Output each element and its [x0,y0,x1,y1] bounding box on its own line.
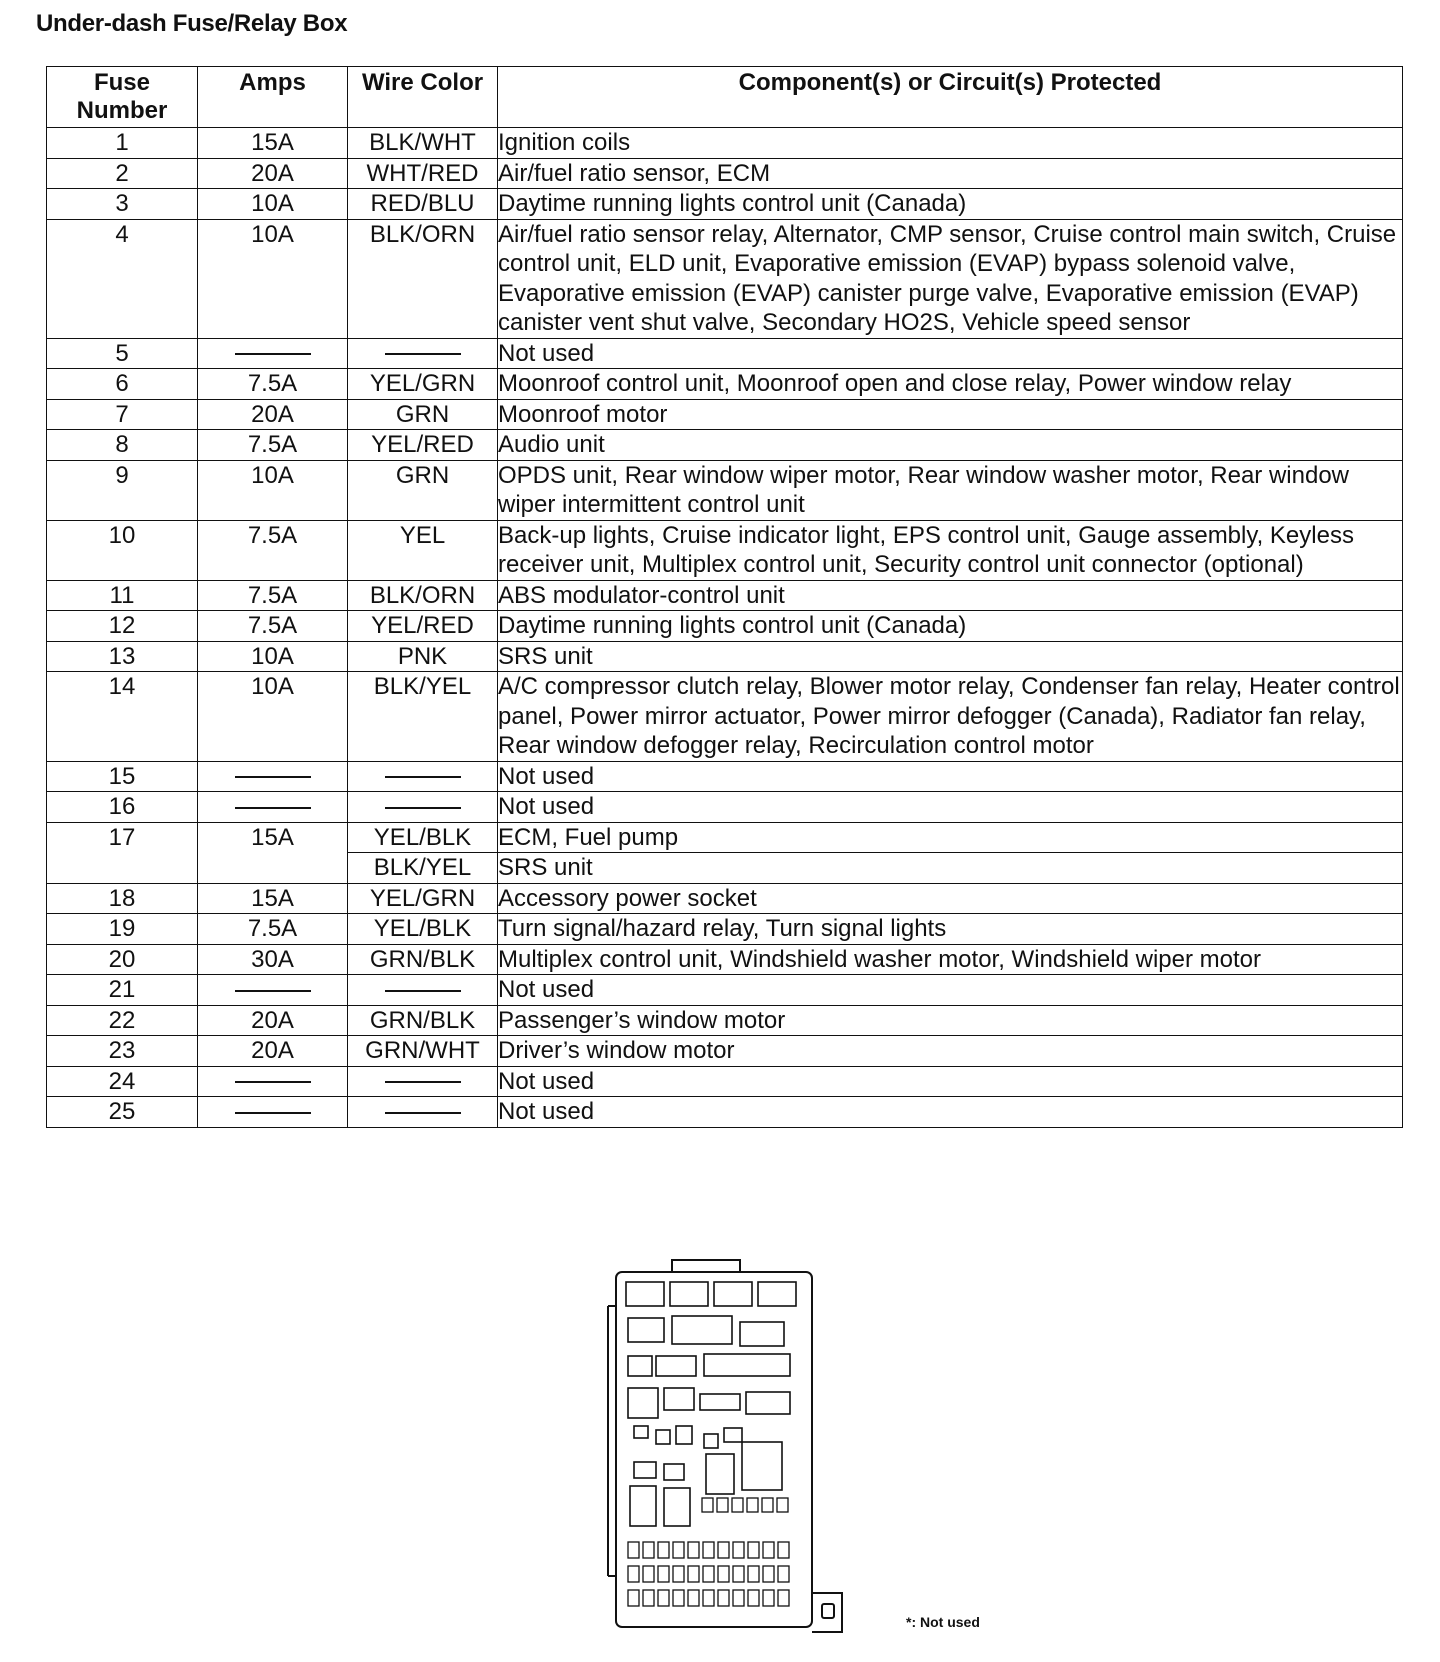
components-cell: Ignition coils [498,128,1403,159]
wire-color-cell [348,1066,498,1097]
mini-fuse-slot [733,1590,744,1606]
amps-cell: 30A [198,944,348,975]
wire-color-cell: PNK [348,641,498,672]
wire-color-cell: GRN [348,399,498,430]
fuse-number-cell: 23 [47,1036,198,1067]
fuse-table [46,66,1403,1128]
components-cell: Air/fuel ratio sensor relay, Alternator, CMP sensor, Cruise control main switch, Cruise control unit, ELD unit, Evaporative emission (EVAP) bypass solenoid valve, Evaporative emission (EVAP) canister purge valve, Evaporative emission (EVAP) canister vent shut valve, Secondary HO2S, Vehicle speed sensor [498,219,1403,338]
dash-not-applicable [385,1112,461,1114]
header-components: Component(s) or Circuit(s) Protected [498,67,1403,128]
components-cell: SRS unit [498,853,1403,884]
components-cell: Air/fuel ratio sensor, ECM [498,158,1403,189]
mini-fuse-slot [628,1590,639,1606]
fuse-number-cell: 3 [47,189,198,220]
mini-fuse-slot [628,1566,639,1582]
mini-fuse-slot [778,1566,789,1582]
wire-color-cell: YEL/BLK [348,822,498,853]
dash-not-applicable [235,807,311,809]
components-cell: Back-up lights, Cruise indicator light, EPS control unit, Gauge assembly, Keyless receiver unit, Multiplex control unit, Security control unit connector (optional) [498,520,1403,580]
components-cell: Not used [498,338,1403,369]
amps-cell: 10A [198,219,348,338]
amps-cell: 7.5A [198,520,348,580]
table-row [47,1097,1403,1128]
table-row [47,580,1403,611]
amps-cell: 20A [198,1036,348,1067]
mini-fuse-slot [747,1498,758,1512]
wire-color-cell: YEL/GRN [348,369,498,400]
amps-cell [198,1066,348,1097]
fuse-number-cell: 16 [47,792,198,823]
mini-fuse-slot [717,1498,728,1512]
mini-fuse-slot [673,1566,684,1582]
mini-fuse-slot [718,1590,729,1606]
amps-cell: 15A [198,128,348,159]
mini-fuse-slot [673,1590,684,1606]
components-cell: SRS unit [498,641,1403,672]
mini-fuse-slot [673,1542,684,1558]
fuse-number-cell: 20 [47,944,198,975]
dash-not-applicable [235,1081,311,1083]
fuse-number-cell: 21 [47,975,198,1006]
fuse-number-cell: 19 [47,914,198,945]
fuse-number-cell: 4 [47,219,198,338]
mini-fuse-slot [763,1566,774,1582]
fuse-number-cell: 2 [47,158,198,189]
mini-fuse-slot [658,1566,669,1582]
amps-cell: 7.5A [198,580,348,611]
mini-fuse-slot [703,1542,714,1558]
table-row [47,975,1403,1006]
table-header-row [47,67,1403,128]
components-cell: Daytime running lights control unit (Canada) [498,189,1403,220]
table-row [47,641,1403,672]
fuse-table-body [47,128,1403,1128]
amps-cell [198,1097,348,1128]
fuse-number-cell: 25 [47,1097,198,1128]
mini-fuse-slot [688,1566,699,1582]
components-cell: Not used [498,1097,1403,1128]
mini-fuse-slot [763,1590,774,1606]
components-cell: Not used [498,792,1403,823]
mini-fuse-slot [778,1590,789,1606]
wire-color-cell: WHT/RED [348,158,498,189]
table-row [47,158,1403,189]
table-row [47,219,1403,338]
mini-fuse-slot [748,1542,759,1558]
amps-cell: 7.5A [198,430,348,461]
table-row [47,128,1403,159]
fuse-number-cell: 7 [47,399,198,430]
fuse-number-cell: 17 [47,822,198,883]
dash-not-applicable [385,990,461,992]
table-row [47,460,1403,520]
components-cell: Not used [498,1066,1403,1097]
wire-color-cell: GRN/BLK [348,1005,498,1036]
wire-color-cell: YEL/RED [348,430,498,461]
wire-color-cell: YEL/RED [348,611,498,642]
amps-cell: 10A [198,641,348,672]
dash-not-applicable [235,353,311,355]
fuse-number-cell: 15 [47,761,198,792]
fuse-number-cell: 10 [47,520,198,580]
table-row [47,672,1403,762]
amps-cell [198,792,348,823]
table-row [47,338,1403,369]
mini-fuse-slot [703,1566,714,1582]
fuse-number-cell: 14 [47,672,198,762]
amps-cell: 7.5A [198,369,348,400]
mini-fuse-slot [762,1498,773,1512]
dash-not-applicable [235,990,311,992]
page-title: Under-dash Fuse/Relay Box [36,10,348,37]
wire-color-cell [348,338,498,369]
table-row [47,369,1403,400]
components-cell: A/C compressor clutch relay, Blower motor relay, Condenser fan relay, Heater control panel, Power mirror actuator, Power mirror defogger (Canada), Radiator fan relay, Rear window defogger relay, Recirculation control motor [498,672,1403,762]
components-cell: Not used [498,975,1403,1006]
dash-not-applicable [385,776,461,778]
mini-fuse-slot [748,1590,759,1606]
wire-color-cell [348,975,498,1006]
table-row [47,944,1403,975]
wire-color-cell: BLK/ORN [348,580,498,611]
amps-cell: 7.5A [198,914,348,945]
amps-cell [198,975,348,1006]
fuse-box-diagram [600,1256,880,1650]
dash-not-applicable [235,776,311,778]
wire-color-cell: YEL/GRN [348,883,498,914]
fuse-number-cell: 11 [47,580,198,611]
amps-cell: 20A [198,399,348,430]
fuse-number-cell: 18 [47,883,198,914]
dash-not-applicable [235,1112,311,1114]
amps-cell: 10A [198,189,348,220]
fuse-number-cell: 5 [47,338,198,369]
table-row [47,611,1403,642]
wire-color-cell: YEL/BLK [348,914,498,945]
components-cell: Moonroof motor [498,399,1403,430]
wire-color-cell: YEL [348,520,498,580]
table-row [47,883,1403,914]
amps-cell: 7.5A [198,611,348,642]
footnote: *: Not used [906,1614,980,1630]
amps-cell: 15A [198,883,348,914]
mini-fuse-slot [688,1542,699,1558]
fuse-number-cell: 1 [47,128,198,159]
dash-not-applicable [385,807,461,809]
components-cell: Not used [498,761,1403,792]
fuse-number-cell: 24 [47,1066,198,1097]
header-fuse-number: Fuse Number [47,67,198,128]
components-cell: ECM, Fuel pump [498,822,1403,853]
components-cell: Driver’s window motor [498,1036,1403,1067]
wire-color-cell: GRN [348,460,498,520]
mini-fuse-slot [778,1542,789,1558]
table-row [47,189,1403,220]
header-amps: Amps [198,67,348,128]
table-row [47,1036,1403,1067]
components-cell: ABS modulator-control unit [498,580,1403,611]
amps-cell: 15A [198,822,348,883]
mini-fuse-slot [658,1542,669,1558]
fuse-number-cell: 8 [47,430,198,461]
mini-fuse-slot [732,1498,743,1512]
table-row [47,399,1403,430]
table-row [47,822,1403,853]
wire-color-cell: RED/BLU [348,189,498,220]
amps-cell [198,761,348,792]
wire-color-cell: BLK/YEL [348,853,498,884]
amps-cell [198,338,348,369]
dash-not-applicable [385,1081,461,1083]
mini-fuse-slot [718,1542,729,1558]
table-row [47,1005,1403,1036]
table-row [47,914,1403,945]
mini-fuse-slot [643,1566,654,1582]
mini-fuse-slot [733,1566,744,1582]
wire-color-cell: GRN/BLK [348,944,498,975]
wire-color-cell: GRN/WHT [348,1036,498,1067]
components-cell: Audio unit [498,430,1403,461]
components-cell: Passenger’s window motor [498,1005,1403,1036]
wire-color-cell [348,761,498,792]
mini-fuse-slot [643,1590,654,1606]
fuse-number-cell: 13 [47,641,198,672]
mini-fuse-slot [733,1542,744,1558]
components-cell: Accessory power socket [498,883,1403,914]
fuse-number-cell: 6 [47,369,198,400]
amps-cell: 20A [198,1005,348,1036]
mini-fuse-slot [702,1498,713,1512]
mini-fuse-slot [658,1590,669,1606]
table-row [47,792,1403,823]
amps-cell: 20A [198,158,348,189]
wire-color-cell: BLK/ORN [348,219,498,338]
mini-fuse-slot [777,1498,788,1512]
components-cell: Daytime running lights control unit (Canada) [498,611,1403,642]
fuse-number-cell: 9 [47,460,198,520]
wire-color-cell: BLK/YEL [348,672,498,762]
table-row [47,520,1403,580]
components-cell: Moonroof control unit, Moonroof open and close relay, Power window relay [498,369,1403,400]
mini-fuse-slot [628,1542,639,1558]
mini-fuse-slot [718,1566,729,1582]
table-row [47,761,1403,792]
mini-fuse-slot [643,1542,654,1558]
components-cell: OPDS unit, Rear window wiper motor, Rear window washer motor, Rear window wiper intermittent control unit [498,460,1403,520]
amps-cell: 10A [198,672,348,762]
mini-fuse-slot [703,1590,714,1606]
components-cell: Multiplex control unit, Windshield washer motor, Windshield wiper motor [498,944,1403,975]
fuse-number-cell: 22 [47,1005,198,1036]
mini-fuse-slot [688,1590,699,1606]
wire-color-cell [348,1097,498,1128]
table-row [47,430,1403,461]
components-cell: Turn signal/hazard relay, Turn signal lights [498,914,1403,945]
mini-fuse-slot [763,1542,774,1558]
header-wire-color: Wire Color [348,67,498,128]
fuse-number-cell: 12 [47,611,198,642]
wire-color-cell [348,792,498,823]
table-row [47,1066,1403,1097]
wire-color-cell: BLK/WHT [348,128,498,159]
amps-cell: 10A [198,460,348,520]
dash-not-applicable [385,353,461,355]
mini-fuse-slot [748,1566,759,1582]
